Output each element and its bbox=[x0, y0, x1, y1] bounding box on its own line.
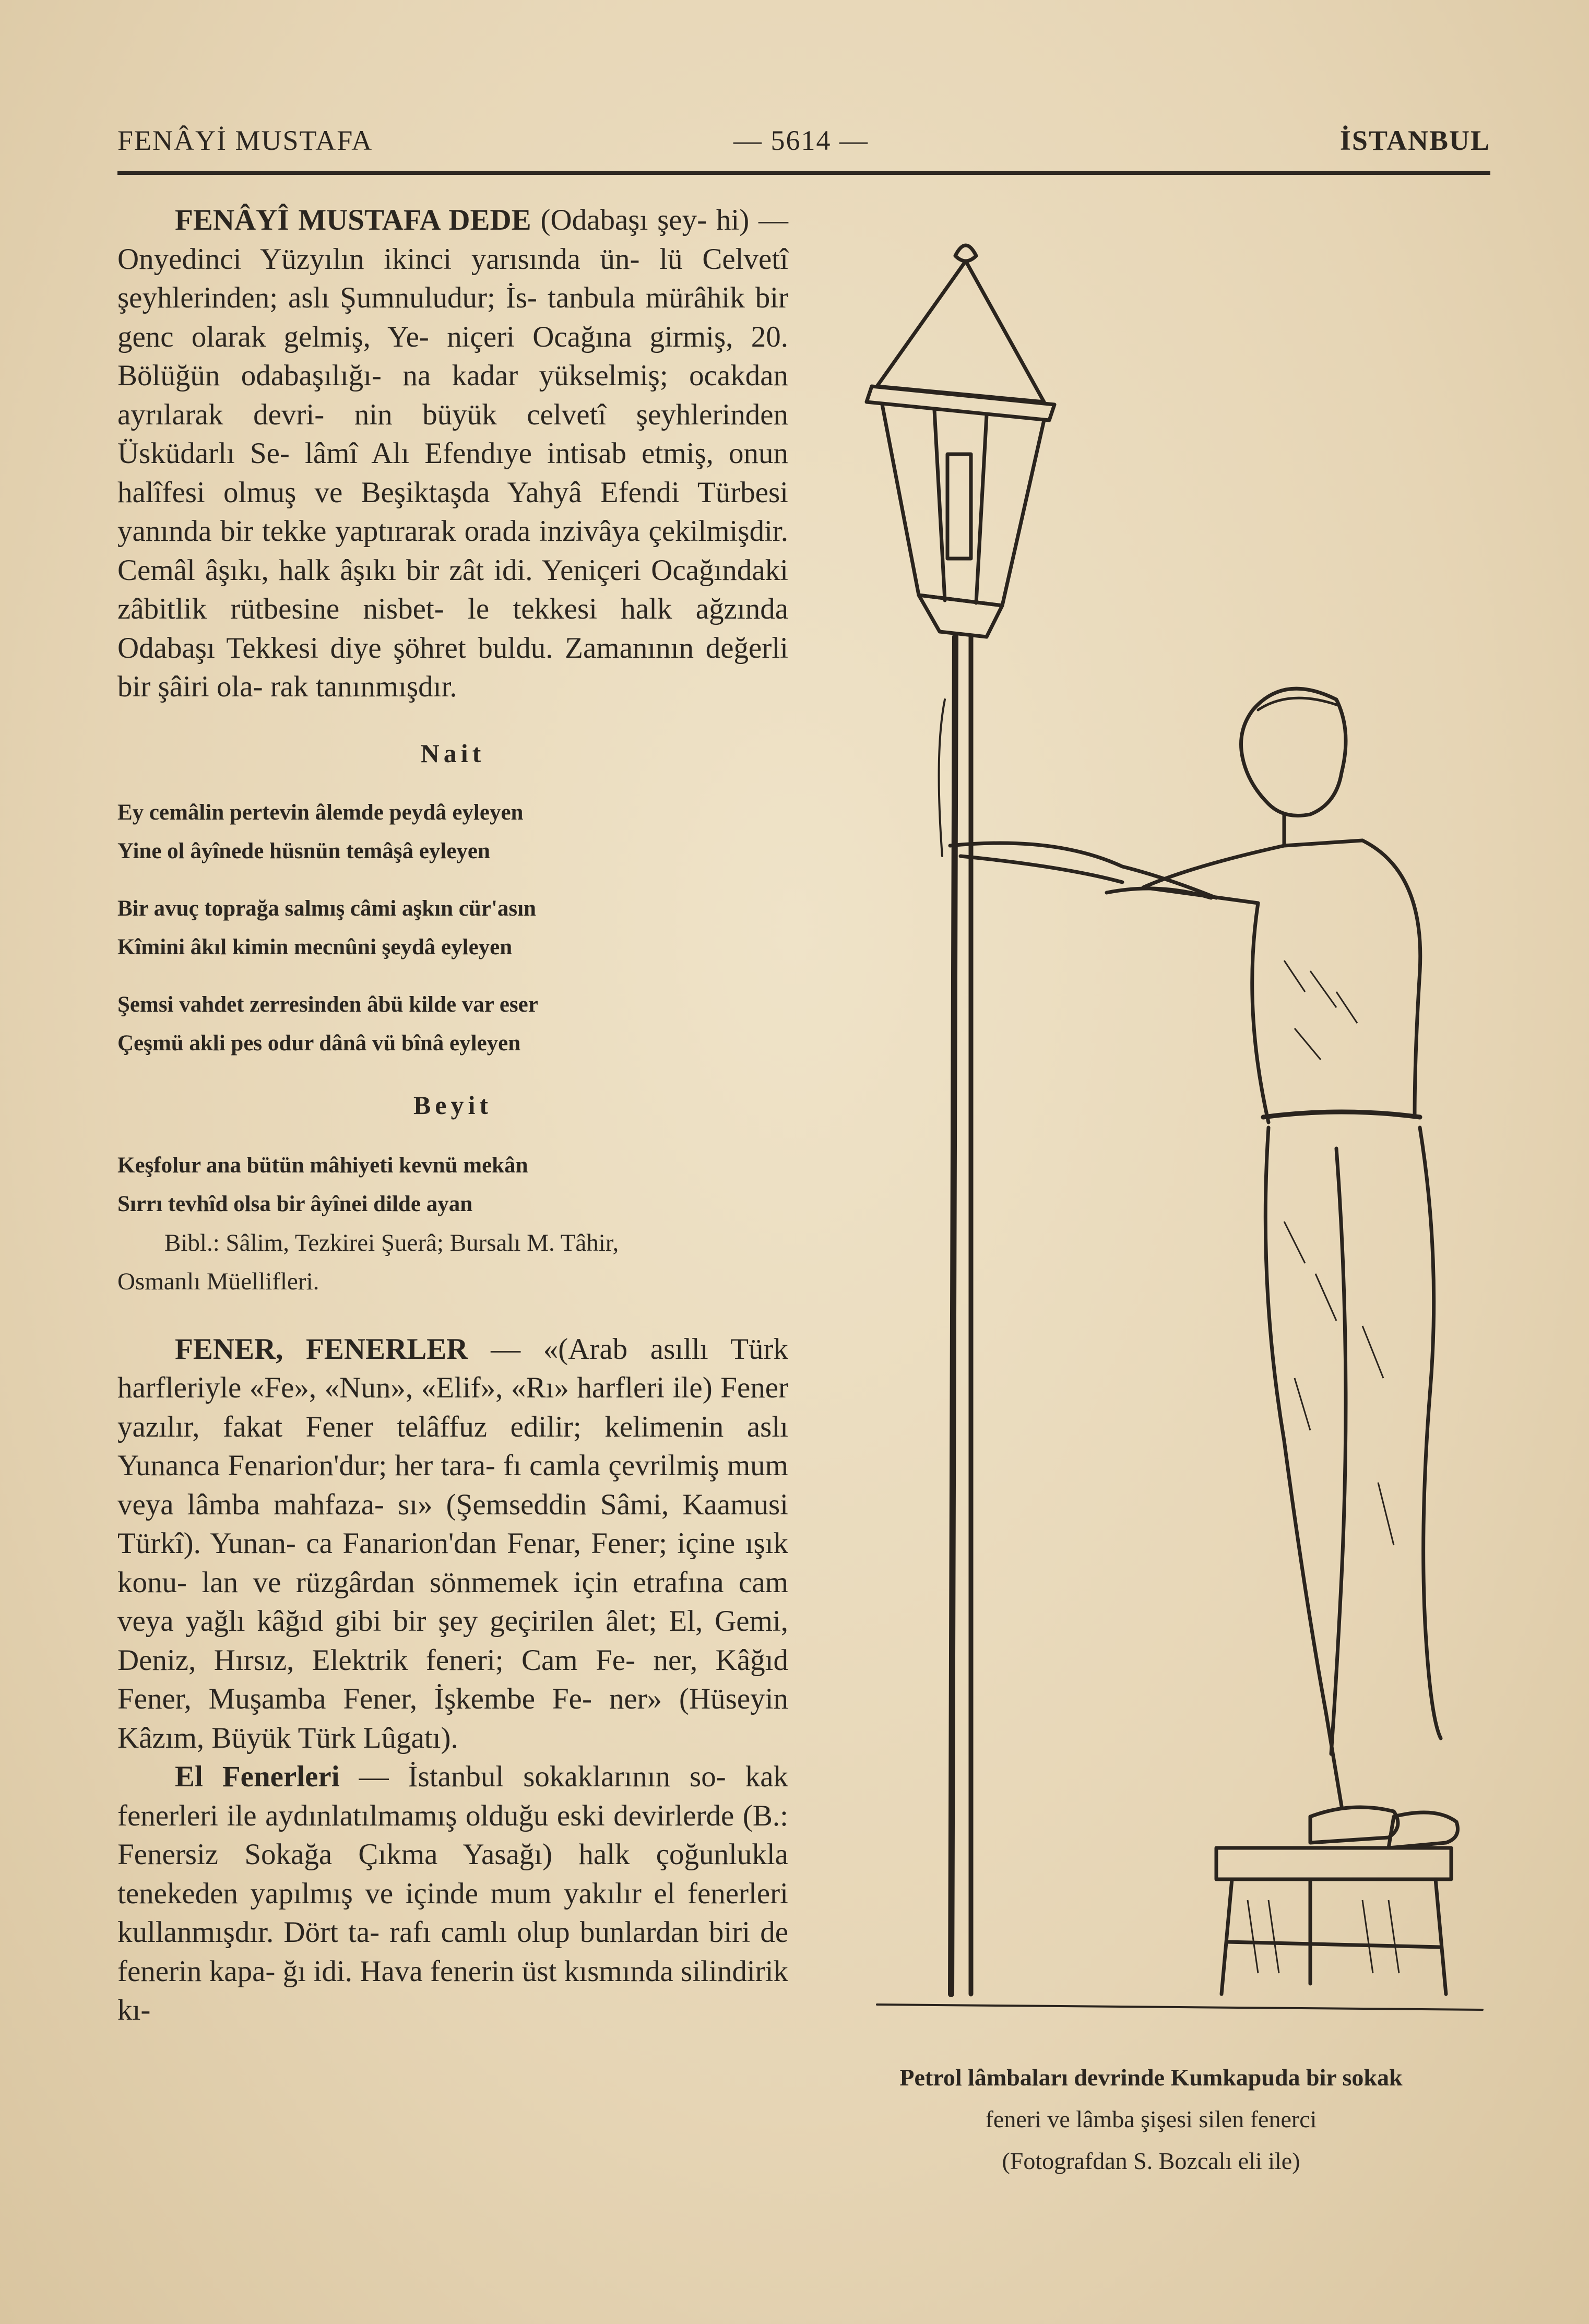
header-left: FENÂYİ MUSTAFA bbox=[117, 125, 373, 156]
ground-line bbox=[877, 2005, 1483, 2010]
entry-headword: El Fenerleri bbox=[175, 1760, 340, 1793]
left-column bbox=[117, 201, 788, 2030]
caption-line: Petrol lâmbaları devrinde Kumkapuda bir sokak bbox=[899, 2064, 1403, 2091]
entry-headword: FENÂYÎ MUSTAFA DEDE bbox=[175, 204, 531, 236]
lamp-roof bbox=[877, 261, 1044, 402]
bibliography-line: Osmanlı Müellifleri. bbox=[117, 1267, 319, 1295]
bibliography bbox=[117, 1224, 788, 1301]
nait-poem bbox=[117, 793, 788, 1063]
running-header bbox=[117, 124, 1490, 166]
figure-caption bbox=[814, 2057, 1488, 2182]
lamp-finial bbox=[955, 245, 976, 261]
entry-body: — İstanbul sokaklarının so- kak fenerleri ile aydınlatılmamış olduğu eski devirlerde (B.: Fenersiz Sokağa Çıkma Yasağı) halk çoğunlukla tenekeden yapılmış ve içinde mum yakılır el fenerleri kullanmışdır. Dört ta- rafı camlı olup bunlardan biri de fenerin kapa- ğı idi. Hava fenerin üst kısmında silindirik kı- bbox=[117, 1760, 789, 2026]
lamp-chimney bbox=[947, 454, 971, 559]
entry-el-fenerleri bbox=[117, 1758, 788, 2030]
stool-leg bbox=[1222, 1879, 1232, 1994]
entry-fener-fenerler bbox=[117, 1330, 788, 1758]
page-number: — 5614 — bbox=[733, 125, 869, 156]
lamp-roof-band bbox=[867, 386, 1054, 420]
verse-line: Ey cemâlin pertevin âlemde peydâ eyleyen bbox=[117, 800, 524, 825]
verse-line: Şemsi vahdet zerresinden âbü kilde var eser bbox=[117, 992, 538, 1017]
caption-line: feneri ve lâmba şişesi silen fenerci bbox=[985, 2106, 1317, 2132]
verse-line: Sırrı tevhîd olsa bir âyînei dilde ayan bbox=[117, 1191, 473, 1216]
entry-fenayi-mustafa bbox=[117, 201, 788, 707]
man-shoe bbox=[1310, 1807, 1398, 1843]
entry-body: — «(Arab asıllı Türk harfleriyle «Fe», «Nun», «Elif», «Rı» harfleri ile) Fener yazılır, fakat Fener telâffuz edilir; kelimenin aslı Yunanca Fenarion'dur; her tara- fı camla çevrilmiş mum veya lâmba mahfaza- sı» (Şemseddin Sâmi, Kaamusi Türkî). Yunan- ca Fanarion'dan Fenar, Fener; içine ışık konu- lan ve rüzgârdan sönmemek için etrafına cam veya yağlı kâğıd gibi bir şey geçirilen âlet; El, Gemi, Deniz, Hırsız, Elektrik feneri; Cam Fe- ner, Kâğıd Fener, Muşamba Fener, İşkembe Fe- ner» (Hüseyin Kâzım, Büyük Türk Lûgatı). bbox=[117, 1332, 789, 1754]
lamp-glass bbox=[882, 405, 1044, 606]
lamp-post bbox=[951, 637, 955, 1994]
man-torso bbox=[1362, 840, 1420, 1117]
lamp-base bbox=[919, 595, 1002, 637]
verse-line: Yine ol âyînede hüsnün temâşâ eyleyen bbox=[117, 838, 490, 863]
entry-headword: FENER, FENERLER bbox=[175, 1332, 468, 1366]
verse-line: Çeşmü akli pes odur dânâ vü bînâ eyleyen bbox=[117, 1030, 521, 1056]
header-rule bbox=[117, 171, 1490, 175]
man-trousers bbox=[1265, 1128, 1342, 1806]
stool-top bbox=[1216, 1848, 1451, 1879]
verse-line: Keşfolur ana bütün mâhiyeti kevnü mekân bbox=[117, 1153, 528, 1178]
verse-line: Bir avuç toprağa salmış câmi aşkın cür'asın bbox=[117, 896, 536, 921]
caption-line: (Fotografdan S. Bozcalı eli ile) bbox=[1002, 2148, 1300, 2174]
nait-title: Nait bbox=[420, 738, 485, 768]
man-head bbox=[1241, 689, 1346, 815]
header-right: İSTANBUL bbox=[1339, 125, 1490, 156]
bibliography-line: Bibl.: Sâlim, Tezkirei Şuerâ; Bursalı M. Tâhir, bbox=[164, 1229, 619, 1256]
verse-line: Kîmini âkıl kimin mecnûni şeydâ eyleyen bbox=[117, 934, 513, 959]
entry-body: (Odabaşı şey- hi) — Onyedinci Yüzyılın ikinci yarısında ün- lü Celvetî şeyhlerinden; aslı Şumnuludur; İs- tanbula mürâhik bir genc olarak gelmiş, Ye- niçeri Ocağına girmiş, 20. Bölüğün odabaşılığı- na kadar yükselmiş; ocakdan ayrılarak devri- nin büyük celvetî şeyhlerinden Üsküdarlı Se- lâmî Alı Efendıye intisab etmiş, onun halîfesi olmuş ve Beşiktaşda Yahyâ Efendi Türbesi yanında bir tekke yaptırarak orada inzivâya çekilmişdir. Cemâl âşıkı, halk âşıkı bir zât idi. Yeniçeri Ocağındaki zâbitlik rütbesine nisbet- le tekkesi halk ağzında Odabaşı Tekkesi diye şöhret buldu. Zamanının değerli bir şâiri ola- rak tanınmışdır. bbox=[117, 204, 789, 703]
lamplighter-illustration bbox=[814, 230, 1488, 2036]
beyit-poem bbox=[117, 1146, 788, 1224]
beyit-title: Beyit bbox=[413, 1090, 493, 1120]
